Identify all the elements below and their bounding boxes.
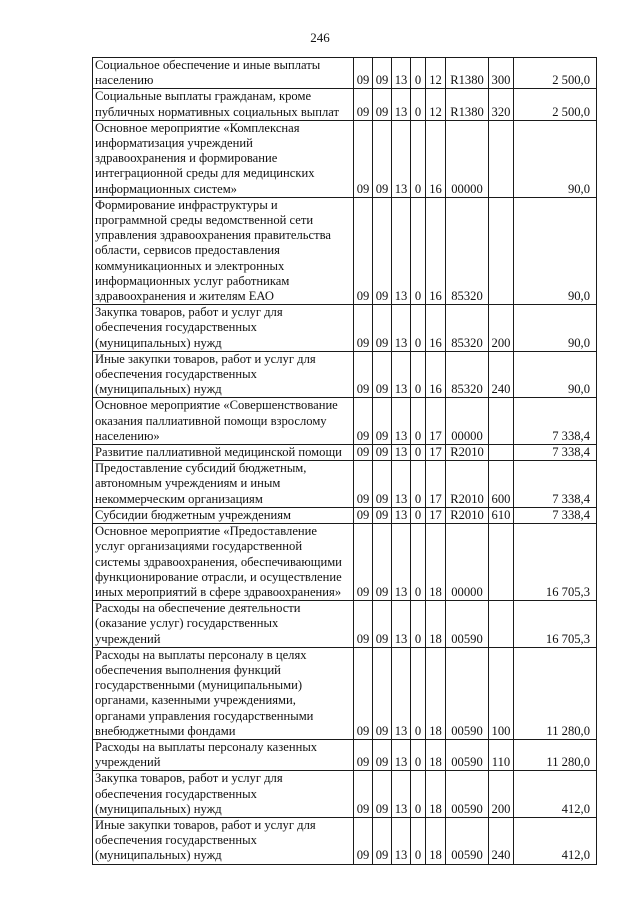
subsection-cell: 09	[373, 739, 392, 770]
direction-cell: 00000	[446, 120, 489, 197]
expense-type-cell: 240	[489, 351, 514, 398]
program-cell: 13	[392, 305, 411, 352]
item-name-line: (оказание услуг) государственных	[95, 616, 279, 631]
expense-type-cell	[489, 197, 514, 304]
table-row	[93, 817, 597, 864]
item-name-line: органами, казенными учреждениями,	[95, 693, 296, 708]
item-name-line: государственными (муниципальными)	[95, 678, 303, 693]
direction-cell: 00590	[446, 817, 489, 864]
item-name-cell	[93, 647, 354, 739]
item-name-line: учреждений	[95, 755, 161, 770]
subsection-cell: 09	[373, 445, 392, 461]
item-name-cell	[93, 771, 354, 818]
amount-cell: 7 338,4	[514, 461, 597, 508]
item-name-line: здравоохранения и формирование	[95, 151, 278, 166]
amount-cell: 2 500,0	[514, 58, 597, 89]
expense-type-cell: 320	[489, 89, 514, 120]
item-name-line: публичных нормативных социальных выплат	[95, 104, 340, 119]
subsection-cell: 09	[373, 89, 392, 120]
item-name-line: обеспечения государственных	[95, 367, 257, 382]
direction-cell: R2010	[446, 445, 489, 461]
amount-cell: 90,0	[514, 197, 597, 304]
table-row	[93, 197, 597, 304]
subprogram-cell: 0	[411, 461, 426, 508]
item-name-line: обеспечения государственных	[95, 786, 257, 801]
item-name-line: системы здравоохранения, обеспечивающими	[95, 554, 342, 569]
table-row	[93, 601, 597, 648]
direction-cell: 00590	[446, 647, 489, 739]
event-cell: 16	[426, 197, 446, 304]
table-row	[93, 351, 597, 398]
amount-cell: 11 280,0	[514, 739, 597, 770]
program-cell: 13	[392, 120, 411, 197]
page-number: 246	[310, 30, 330, 45]
section-cell: 09	[354, 445, 373, 461]
amount-cell: 7 338,4	[514, 445, 597, 461]
program-cell: 13	[392, 398, 411, 445]
direction-cell: R1380	[446, 89, 489, 120]
subsection-cell: 09	[373, 647, 392, 739]
item-name-line: Расходы на обеспечение деятельности	[95, 601, 301, 616]
item-name-line: услуг организациями государственной	[95, 539, 303, 554]
item-name-line: коммуникационных и электронных	[95, 258, 285, 273]
item-name-line: иных мероприятий в сфере здравоохранения»	[95, 584, 342, 599]
amount-cell: 90,0	[514, 305, 597, 352]
program-cell: 13	[392, 351, 411, 398]
event-cell: 18	[426, 817, 446, 864]
item-name-line: оказания паллиативной помощи взрослому	[95, 413, 327, 428]
program-cell: 13	[392, 601, 411, 648]
item-name-line: органами управления государственными	[95, 708, 314, 723]
item-name-line: Расходы на выплаты персоналу в целях	[95, 647, 307, 662]
item-name-cell	[93, 398, 354, 445]
event-cell: 16	[426, 120, 446, 197]
item-name-line: Развитие паллиативной медицинской помощи	[95, 445, 342, 460]
event-cell: 17	[426, 445, 446, 461]
program-cell: 13	[392, 89, 411, 120]
event-cell: 17	[426, 398, 446, 445]
item-name-line: программной среды ведомственной сети	[95, 213, 314, 228]
table-row	[93, 445, 597, 461]
event-cell: 17	[426, 507, 446, 523]
subsection-cell: 09	[373, 461, 392, 508]
section-cell: 09	[354, 771, 373, 818]
item-name-line: Предоставление субсидий бюджетным,	[95, 461, 307, 476]
item-name-line: обеспечения государственных	[95, 320, 257, 335]
expense-type-cell: 200	[489, 305, 514, 352]
table-row	[93, 647, 597, 739]
event-cell: 18	[426, 601, 446, 648]
subprogram-cell: 0	[411, 524, 426, 601]
section-cell: 09	[354, 58, 373, 89]
subsection-cell: 09	[373, 305, 392, 352]
item-name-cell	[93, 89, 354, 120]
budget-table	[92, 57, 597, 865]
program-cell: 13	[392, 524, 411, 601]
item-name-line: Формирование инфраструктуры и	[95, 197, 278, 212]
expense-type-cell: 200	[489, 771, 514, 818]
amount-cell: 11 280,0	[514, 647, 597, 739]
item-name-line: информатизация учреждений	[95, 136, 253, 151]
item-name-line: Закупка товаров, работ и услуг для	[95, 771, 283, 786]
event-cell: 18	[426, 771, 446, 818]
amount-cell: 16 705,3	[514, 601, 597, 648]
item-name-line: (муниципальных) нужд	[95, 848, 222, 863]
subprogram-cell: 0	[411, 739, 426, 770]
item-name-cell	[93, 58, 354, 89]
item-name-line: (муниципальных) нужд	[95, 382, 222, 397]
event-cell: 18	[426, 524, 446, 601]
program-cell: 13	[392, 647, 411, 739]
subsection-cell: 09	[373, 398, 392, 445]
direction-cell: R1380	[446, 58, 489, 89]
subprogram-cell: 0	[411, 507, 426, 523]
expense-type-cell	[489, 601, 514, 648]
subprogram-cell: 0	[411, 601, 426, 648]
item-name-cell	[93, 351, 354, 398]
item-name-line: обеспечения государственных	[95, 833, 257, 848]
event-cell: 18	[426, 739, 446, 770]
section-cell: 09	[354, 351, 373, 398]
item-name-cell	[93, 305, 354, 352]
program-cell: 13	[392, 507, 411, 523]
expense-type-cell	[489, 398, 514, 445]
event-cell: 18	[426, 647, 446, 739]
subprogram-cell: 0	[411, 771, 426, 818]
table-row	[93, 398, 597, 445]
subprogram-cell: 0	[411, 197, 426, 304]
item-name-line: области, сервисов предоставления	[95, 243, 280, 258]
direction-cell: 00590	[446, 771, 489, 818]
expense-type-cell: 300	[489, 58, 514, 89]
event-cell: 12	[426, 58, 446, 89]
direction-cell: 85320	[446, 197, 489, 304]
section-cell: 09	[354, 120, 373, 197]
amount-cell: 412,0	[514, 771, 597, 818]
table-row	[93, 58, 597, 89]
subprogram-cell: 0	[411, 647, 426, 739]
section-cell: 09	[354, 739, 373, 770]
event-cell: 16	[426, 351, 446, 398]
subsection-cell: 09	[373, 524, 392, 601]
section-cell: 09	[354, 524, 373, 601]
amount-cell: 7 338,4	[514, 507, 597, 523]
subprogram-cell: 0	[411, 351, 426, 398]
item-name-line: внебюджетными фондами	[95, 723, 236, 738]
item-name-line: информационных систем»	[95, 181, 237, 196]
subprogram-cell: 0	[411, 445, 426, 461]
expense-type-cell: 610	[489, 507, 514, 523]
table-row	[93, 305, 597, 352]
table-row	[93, 771, 597, 818]
section-cell: 09	[354, 817, 373, 864]
subprogram-cell: 0	[411, 89, 426, 120]
item-name-line: Иные закупки товаров, работ и услуг для	[95, 817, 316, 832]
subprogram-cell: 0	[411, 305, 426, 352]
item-name-cell	[93, 601, 354, 648]
item-name-line: Иные закупки товаров, работ и услуг для	[95, 351, 316, 366]
table-row	[93, 507, 597, 523]
subsection-cell: 09	[373, 601, 392, 648]
amount-cell: 7 338,4	[514, 398, 597, 445]
program-cell: 13	[392, 461, 411, 508]
item-name-line: управления здравоохранения правительства	[95, 228, 332, 243]
item-name-line: (муниципальных) нужд	[95, 801, 222, 816]
section-cell: 09	[354, 647, 373, 739]
section-cell: 09	[354, 601, 373, 648]
table-row	[93, 461, 597, 508]
item-name-line: некоммерческим организациям	[95, 491, 263, 506]
table-row	[93, 89, 597, 120]
direction-cell: 85320	[446, 305, 489, 352]
subprogram-cell: 0	[411, 58, 426, 89]
section-cell: 09	[354, 461, 373, 508]
item-name-cell	[93, 197, 354, 304]
expense-type-cell: 100	[489, 647, 514, 739]
table-body	[93, 58, 597, 865]
item-name-cell	[93, 507, 354, 523]
section-cell: 09	[354, 89, 373, 120]
section-cell: 09	[354, 197, 373, 304]
expense-type-cell	[489, 524, 514, 601]
subsection-cell: 09	[373, 771, 392, 818]
subsection-cell: 09	[373, 817, 392, 864]
item-name-line: (муниципальных) нужд	[95, 335, 222, 350]
subsection-cell: 09	[373, 197, 392, 304]
event-cell: 17	[426, 461, 446, 508]
amount-cell: 16 705,3	[514, 524, 597, 601]
section-cell: 09	[354, 305, 373, 352]
amount-cell: 90,0	[514, 120, 597, 197]
table-row	[93, 739, 597, 770]
subprogram-cell: 0	[411, 120, 426, 197]
item-name-cell	[93, 524, 354, 601]
expense-type-cell: 110	[489, 739, 514, 770]
item-name-line: Закупка товаров, работ и услуг для	[95, 305, 283, 320]
item-name-cell	[93, 739, 354, 770]
subsection-cell: 09	[373, 58, 392, 89]
amount-cell: 2 500,0	[514, 89, 597, 120]
item-name-line: населению»	[95, 428, 160, 443]
item-name-line: Расходы на выплаты персоналу казенных	[95, 739, 318, 754]
direction-cell: 85320	[446, 351, 489, 398]
section-cell: 09	[354, 398, 373, 445]
expense-type-cell	[489, 120, 514, 197]
event-cell: 12	[426, 89, 446, 120]
item-name-line: автономным учреждениям и иным	[95, 476, 281, 491]
item-name-line: здравоохранения и жителям ЕАО	[95, 289, 274, 304]
program-cell: 13	[392, 771, 411, 818]
item-name-line: населению	[95, 73, 154, 88]
item-name-line: Основное мероприятие «Комплексная	[95, 120, 300, 135]
program-cell: 13	[392, 58, 411, 89]
subsection-cell: 09	[373, 120, 392, 197]
event-cell: 16	[426, 305, 446, 352]
expense-type-cell	[489, 445, 514, 461]
item-name-line: интеграционной среды для медицинских	[95, 166, 315, 181]
direction-cell: 00590	[446, 601, 489, 648]
item-name-line: учреждений	[95, 631, 161, 646]
direction-cell: R2010	[446, 507, 489, 523]
expense-type-cell: 240	[489, 817, 514, 864]
direction-cell: 00590	[446, 739, 489, 770]
expense-type-cell: 600	[489, 461, 514, 508]
item-name-line: обеспечения выполнения функций	[95, 662, 281, 677]
item-name-cell	[93, 120, 354, 197]
subprogram-cell: 0	[411, 398, 426, 445]
table-row	[93, 524, 597, 601]
subprogram-cell: 0	[411, 817, 426, 864]
section-cell: 09	[354, 507, 373, 523]
direction-cell: R2010	[446, 461, 489, 508]
table-row	[93, 120, 597, 197]
amount-cell: 90,0	[514, 351, 597, 398]
item-name-line: Основное мероприятие «Предоставление	[95, 524, 317, 539]
item-name-line: Социальные выплаты гражданам, кроме	[95, 89, 312, 104]
item-name-line: Социальное обеспечение и иные выплаты	[95, 58, 321, 72]
item-name-line: Субсидии бюджетным учреждениям	[95, 507, 291, 522]
item-name-cell	[93, 461, 354, 508]
subsection-cell: 09	[373, 507, 392, 523]
amount-cell: 412,0	[514, 817, 597, 864]
direction-cell: 00000	[446, 398, 489, 445]
program-cell: 13	[392, 739, 411, 770]
subsection-cell: 09	[373, 351, 392, 398]
item-name-cell	[93, 817, 354, 864]
program-cell: 13	[392, 197, 411, 304]
program-cell: 13	[392, 445, 411, 461]
direction-cell: 00000	[446, 524, 489, 601]
program-cell: 13	[392, 817, 411, 864]
item-name-line: информационных услуг работникам	[95, 273, 290, 288]
item-name-line: Основное мероприятие «Совершенствование	[95, 398, 338, 413]
item-name-cell	[93, 445, 354, 461]
item-name-line: функционирование отрасли, и осуществление	[95, 569, 342, 584]
